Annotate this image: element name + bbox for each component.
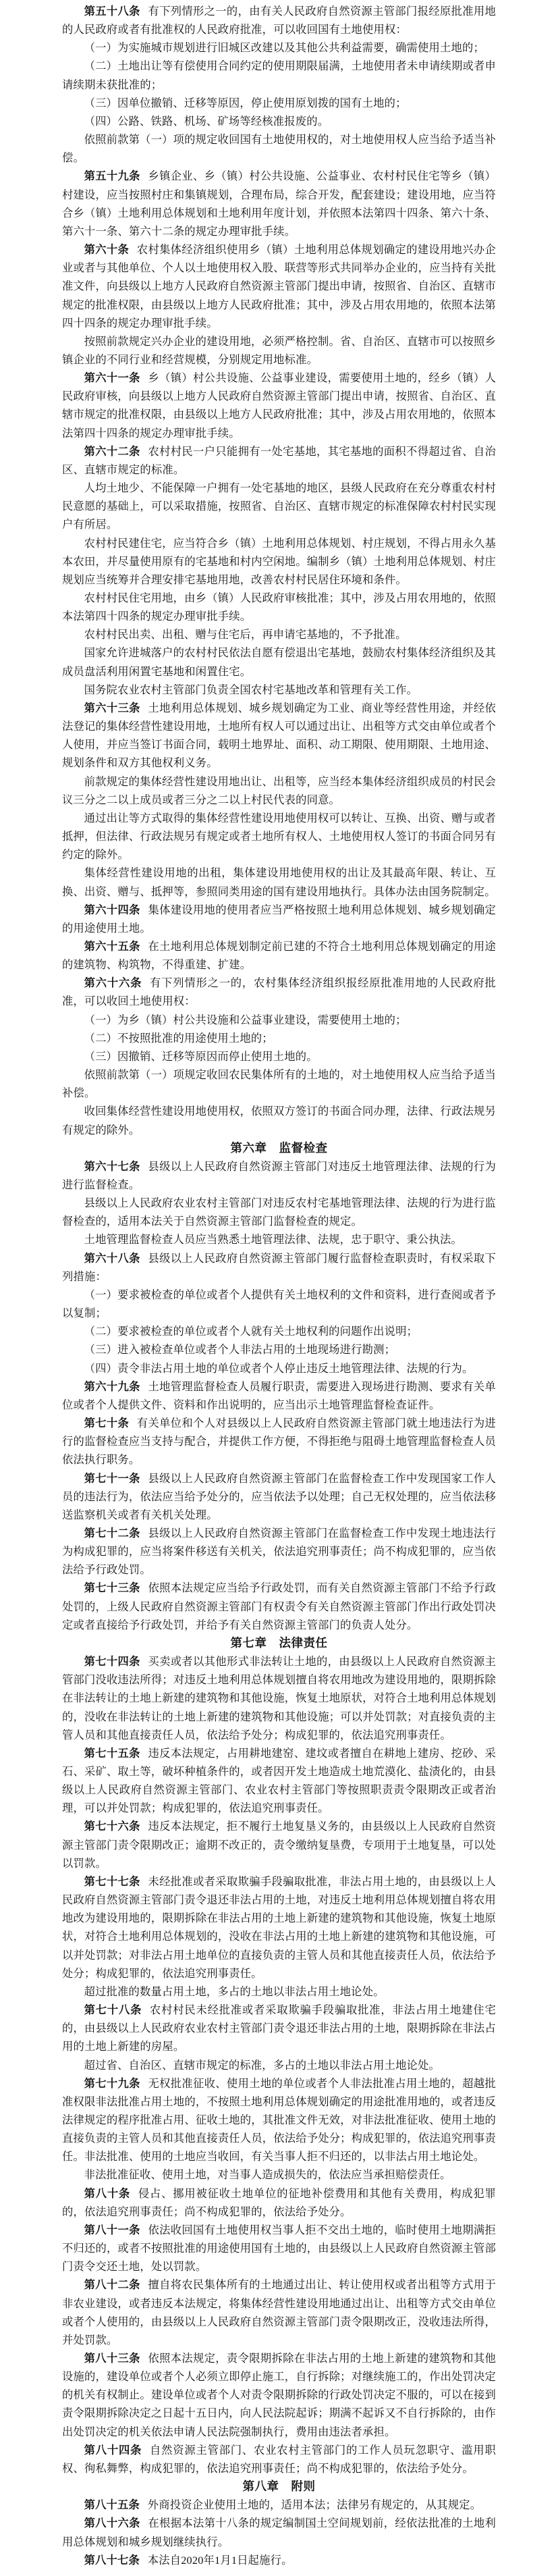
article-first-paragraph xyxy=(62,1744,496,1818)
article-first-paragraph xyxy=(62,2184,496,2221)
article-first-paragraph xyxy=(62,1469,496,1524)
article-first-paragraph xyxy=(62,442,496,479)
article-first-paragraph xyxy=(62,1579,496,1633)
article-number: 第六十三条 xyxy=(84,701,140,714)
article-number: 第八十三条 xyxy=(84,2352,140,2365)
article-text: 有下列情形之一的，农村集体经济组织报经原批准用地的人民政府批准，可以收回土地使用权： xyxy=(62,976,496,1008)
article-number: 第七十三条 xyxy=(84,1581,140,1595)
article-first-paragraph xyxy=(62,2441,496,2477)
article-first-paragraph xyxy=(62,1157,496,1194)
article-first-paragraph xyxy=(62,167,496,240)
paragraph: （三）因单位撤销、迁移等原因，停止使用原划拨的国有土地的； xyxy=(84,96,407,109)
article-text: 侵占、挪用被征收土地单位的征地补偿费用和其他有关费用，构成犯罪的，依法追究刑事责任；尚不构成犯罪的，依法给予处分。 xyxy=(62,2186,496,2218)
article-text: 外商投资企业使用土地的，适用本法；法律另有规定的，从其规定。 xyxy=(147,2498,482,2512)
article-number: 第八十二条 xyxy=(84,2278,140,2292)
article-text: 有下列情形之一的，由有关人民政府自然资源主管部门报经原批准用地的人民政府或者有批准权的人民政府批准，可以收回国有土地使用权： xyxy=(62,5,496,36)
article-number: 第五十九条 xyxy=(84,169,140,183)
paragraph: 集体经营性建设用地的出租，集体建设用地使用权的出让及其最高年限、转让、互换、出资、赠与、抵押等，参照同类用途的国有建设用地执行。具体办法由国务院制定。 xyxy=(62,866,496,898)
article-number: 第七十二条 xyxy=(84,1526,140,1540)
article-number: 第六十六条 xyxy=(84,976,142,990)
article-first-paragraph xyxy=(62,1817,496,1872)
article-first-paragraph xyxy=(62,2,496,38)
article-number: 第五十八条 xyxy=(84,5,140,18)
paragraph: 国务院农业农村主管部门负责全国农村宅基地改革和管理有关工作。 xyxy=(84,683,418,696)
paragraph: 农村村民建住宅，应当符合乡（镇）土地利用总体规划、村庄规划，不得占用永久基本农田，并尽量使用原有的宅基地和村内空闲地。编制乡（镇）土地利用总体规划、村庄规划应当统筹并合理安排宅基地用地，改善农村村民居住环境和条件。 xyxy=(62,536,496,586)
article-text: 乡镇企业、乡（镇）村公共设施、公益事业、农村村民住宅等乡（镇）村建设，应当按照村庄和集镇规划，合理布局，综合开发，配套建设；建设用地，应当符合乡（镇）土地利用总体规划和土地利用年度计划，并依照本法第四十四条、第六十条、第六十一条、第六十二条的规定办理审批手续。 xyxy=(62,169,496,238)
article-number: 第七十四条 xyxy=(84,1655,140,1668)
paragraph: 人均土地少、不能保障一户拥有一处宅基地的地区，县级人民政府在充分尊重农村村民意愿的基础上，可以采取措施，按照省、自治区、直辖市规定的标准保障农村村民实现户有所居。 xyxy=(62,481,496,531)
paragraph: 农村村民住宅用地，由乡（镇）人民政府审核批准；其中，涉及占用农用地的，依照本法第四十四条的规定办理审批手续。 xyxy=(62,592,496,623)
article-text: 集体建设用地的使用者应当严格按照土地利用总体规划、城乡规划确定的用途使用土地。 xyxy=(62,903,496,935)
article-number: 第六十二条 xyxy=(84,444,140,458)
article-first-paragraph xyxy=(62,369,496,442)
article-first-paragraph xyxy=(62,2276,496,2349)
article-first-paragraph xyxy=(62,1652,496,1744)
article-text: 未经批准或者采取欺骗手段骗取批准，非法占用土地的，由县级以上人民政府自然资源主管部门责令退还非法占用的土地，对违反土地利用总体规划擅自将农用地改为建设用地的，限期拆除在非法占用的土地上新建的建筑物和其他设施，恢复土地原状，对符合土地利用总体规划的，没收在非法占用的土地上新建的建筑物和其他设施，可以并处罚款；对非法占用土地单位的直接负责的主管人员和其他直接责任人员，依法给予处分；构成犯罪的，依法追究刑事责任。 xyxy=(62,1874,496,1980)
paragraph: 超过省、自治区、直辖市规定的标准，多占的土地以非法占用土地论处。 xyxy=(84,2058,440,2072)
article-text: 在土地利用总体规划制定前已建的不符合土地利用总体规划确定的用途的建筑物、构筑物，不得重建、扩建。 xyxy=(62,939,496,972)
paragraph: （四）公路、铁路、机场、矿场等经核准报废的。 xyxy=(84,114,329,128)
article-text: 依照本法规定，责令限期拆除在非法占用的土地上新建的建筑物和其他设施的，建设单位或者个人必须立即停止施工，自行拆除；对继续施工的，作出处罚决定的机关有权制止。建设单位或者个人对责令限期拆除的行政处罚决定不服的，可以在接到责令限期拆除决定之日起十五日内，向人民法院起诉；期满不起诉又不自行拆除的，由作出处罚决定的机关依法申请人民法院强制执行，费用由违法者承担。 xyxy=(62,2352,496,2438)
article-number: 第六十九条 xyxy=(84,1379,140,1393)
article-first-paragraph xyxy=(62,2221,496,2276)
article-first-paragraph xyxy=(62,937,496,974)
article-text: 有关单位和个人对县级以上人民政府自然资源主管部门就土地违法行为进行的监督检查应当支持与配合，并提供工作方便，不得拒绝与阻碍土地管理监督检查人员依法执行职务。 xyxy=(62,1417,496,1467)
paragraph: 依照前款第（一）项的规定收回国有土地使用权的，对土地使用权人应当给予适当补偿。 xyxy=(62,133,496,165)
paragraph: 收回集体经营性建设用地使用权，依照双方签订的书面合同办理，法律、行政法规另有规定的除外。 xyxy=(62,1105,496,1136)
article-text: 买卖或者以其他形式非法转让土地的，由县级以上人民政府自然资源主管部门没收违法所得；对违反土地利用总体规划擅自将农用地改为建设用地的，限期拆除在非法转让的土地上新建的建筑物和其他设施，恢复土地原状，对符合土地利用总体规划的，没收在非法转让的土地上新建的建筑物和其他设施；可以并处罚款；对直接负责的主管人员和其他直接责任人员，依法给予处分；构成犯罪的，依法追究刑事责任。 xyxy=(62,1655,496,1741)
article-number: 第七十五条 xyxy=(84,1746,140,1760)
article-number: 第七十七条 xyxy=(84,1874,140,1888)
article-number: 第七十一条 xyxy=(84,1471,140,1485)
article-number: 第八十七条 xyxy=(84,2553,140,2567)
article-text: 农村村民一户只能拥有一处宅基地，其宅基地的面积不得超过省、自治区、直辖市规定的标准。 xyxy=(62,444,496,476)
article-first-paragraph xyxy=(62,974,496,1010)
article-text: 违反本法规定，拒不履行土地复垦义务的，由县级以上人民政府自然资源主管部门责令限期改正；逾期不改正的，责令缴纳复垦费，专项用于土地复垦，可以处以罚款。 xyxy=(62,1820,496,1870)
article-text: 擅自将农民集体所有的土地通过出让、转让使用权或者出租等方式用于非农业建设，或者违反本法规定，将集体经营性建设用地通过出让、出租等方式交由单位或者个人使用的，由县级以上人民政府自然资源主管部门责令限期改正，没收违法所得，并处罚款。 xyxy=(62,2278,496,2346)
paragraph: 农村村民出卖、出租、赠与住宅后，再申请宅基地的，不予批准。 xyxy=(84,628,407,641)
article-number: 第七十八条 xyxy=(84,2003,142,2017)
paragraph: （四）责令非法占用土地的单位或者个人停止违反土地管理法律、法规的行为。 xyxy=(84,1361,474,1375)
paragraph: 前款规定的集体经营性建设用地出让、出租等，应当经本集体经济组织成员的村民会议三分之二以上成员或者三分之二以上村民代表的同意。 xyxy=(62,774,496,806)
article-number: 第六十条 xyxy=(84,243,130,257)
paragraph: 非法批准征收、使用土地，对当事人造成损失的，依法应当承担赔偿责任。 xyxy=(84,2168,451,2182)
article-text: 依法收回国有土地使用权当事人拒不交出土地的，临时使用土地期满拒不归还的，或者不按照批准的用途使用国有土地的，由县级以上人民政府自然资源主管部门责令交还土地，处以罚款。 xyxy=(62,2223,496,2273)
article-first-paragraph xyxy=(62,2349,496,2441)
article-number: 第八十一条 xyxy=(84,2223,140,2236)
article-number: 第六十四条 xyxy=(84,903,140,916)
paragraph: （三）进入被检查单位或者个人非法占用的土地现场进行勘测； xyxy=(84,1343,396,1357)
paragraph: （一）要求被检查的单位或者个人提供有关土地权利的文件和资料，进行查阅或者予以复制； xyxy=(62,1288,496,1320)
paragraph: 依照前款第（一）项规定收回农民集体所有的土地的，对土地使用权人应当给予适当补偿。 xyxy=(62,1068,496,1100)
article-number: 第八十四条 xyxy=(84,2443,142,2456)
article-number: 第六十五条 xyxy=(84,939,140,953)
article-first-paragraph xyxy=(62,1524,496,1579)
article-text: 县级以上人民政府自然资源主管部门在监督检查工作中发现土地违法行为构成犯罪的，应当将案件移送有关机关，依法追究刑事责任；尚不构成犯罪的，应当依法给予行政处罚。 xyxy=(62,1526,496,1577)
article-number: 第八十五条 xyxy=(84,2498,140,2512)
article-first-paragraph xyxy=(62,1872,496,1982)
article-text: 依照本法规定应当给予行政处罚，而有关自然资源主管部门不给予行政处罚的，上级人民政府自然资源主管部门有权责令有关自然资源主管部门作出行政处罚决定或者直接给予行政处罚，并给予有关自然资源主管部门的负责人处分。 xyxy=(62,1581,496,1631)
article-first-paragraph xyxy=(62,240,496,332)
article-first-paragraph xyxy=(62,901,496,937)
article-first-paragraph xyxy=(62,2496,496,2514)
article-first-paragraph xyxy=(62,2514,496,2550)
article-text: 乡（镇）村公共设施、公益事业建设，需要使用土地的，经乡（镇）人民政府审核，向县级以上地方人民政府自然资源主管部门提出申请，按照省、自治区、直辖市规定的批准权限，由县级以上地方人民政府批准；其中，涉及占用农用地的，依照本法第四十四条的规定办理审批手续。 xyxy=(62,371,496,440)
article-text: 县级以上人民政府自然资源主管部门在监督检查工作中发现国家工作人员的违法行为，依法应当给予处分的，应当依法予以处理；自己无权处理的，应当依法移送监察机关或者有关机关处理。 xyxy=(62,1471,496,1521)
paragraph: （一）为实施城市规划进行旧城区改建以及其他公共利益需要，确需使用土地的； xyxy=(84,41,484,55)
article-number: 第七十九条 xyxy=(84,2076,140,2090)
article-text: 违反本法规定，占用耕地建窑、建坟或者擅自在耕地上建房、挖砂、采石、采矿、取土等，破坏种植条件的，或者因开发土地造成土地荒漠化、盐渍化的，由县级以上人民政府自然资源主管部门、农业农村主管部门等按照职责责令限期改正或者治理，可以并处罚款；构成犯罪的，依法追究刑事责任。 xyxy=(62,1746,496,1815)
article-text: 在根据本法第十八条的规定编制国土空间规划前，经依法批准的土地利用总体规划和城乡规划继续执行。 xyxy=(62,2517,496,2548)
article-text: 土地利用总体规划、城乡规划确定为工业、商业等经营性用途，并经依法登记的集体经营性建设用地，土地所有权人可以通过出让、出租等方式交由单位或者个人使用，并应当签订书面合同，载明土地界址、面积、动工期限、使用期限、土地用途、规划条件和双方其他权利义务。 xyxy=(62,701,496,770)
article-text: 本法自2020年1月1日起施行。 xyxy=(147,2553,293,2567)
article-number: 第七十条 xyxy=(84,1417,130,1430)
article-number: 第六十八条 xyxy=(84,1251,140,1265)
paragraph: 国家允许进城落户的农村村民依法自愿有偿退出宅基地，鼓励农村集体经济组织及其成员盘活利用闲置宅基地和闲置住宅。 xyxy=(62,646,496,678)
article-text: 县级以上人民政府自然资源主管部门履行监督检查职责时，有权采取下列措施： xyxy=(62,1251,496,1283)
article-text: 农村村民未经批准或者采取欺骗手段骗取批准，非法占用土地建住宅的，由县级以上人民政府农业农村主管部门责令退还非法占用的土地，限期拆除在非法占用的土地上新建的房屋。 xyxy=(62,2003,496,2053)
paragraph: （一）为乡（镇）村公共设施和公益事业建设，需要使用土地的； xyxy=(84,1013,407,1026)
article-text: 农村集体经济组织使用乡（镇）土地利用总体规划确定的建设用地兴办企业或者与其他单位、个人以土地使用权入股、联营等形式共同举办企业的，应当持有关批准文件，向县级以上地方人民政府自然资源主管部门提出申请，按照省、自治区、直辖市规定的批准权限，由县级以上地方人民政府批准；其中，涉及占用农用地的，依照本法第四十四条的规定办理审批手续。 xyxy=(62,243,496,330)
article-first-paragraph xyxy=(62,699,496,772)
article-first-paragraph xyxy=(62,2551,496,2569)
chapter-heading: 第六章 监督检查 xyxy=(230,1140,328,1155)
paragraph: 通过出让等方式取得的集体经营性建设用地使用权可以转让、互换、出资、赠与或者抵押，但法律、行政法规另有规定或者土地所有权人、土地使用权人签订的书面合同另有约定的除外。 xyxy=(62,811,496,862)
paragraph: 按照前款规定兴办企业的建设用地，必须严格控制。省、自治区、直辖市可以按照乡镇企业的不同行业和经营规模，分别规定用地标准。 xyxy=(62,334,496,366)
paragraph: （二）不按照批准的用途使用土地的； xyxy=(84,1031,273,1045)
article-text: 自然资源主管部门、农业农村主管部门的工作人员玩忽职守、滥用职权、徇私舞弊，构成犯罪的，依法追究刑事责任；尚不构成犯罪的，依法给予处分。 xyxy=(62,2443,496,2475)
paragraph: 土地管理监督检查人员应当熟悉土地管理法律、法规，忠于职守、秉公执法。 xyxy=(84,1233,462,1246)
article-text: 县级以上人民政府自然资源主管部门对违反土地管理法律、法规的行为进行监督检查。 xyxy=(62,1159,496,1191)
article-number: 第六十七条 xyxy=(84,1159,140,1173)
article-number: 第七十六条 xyxy=(84,1820,140,1833)
paragraph: （二）土地出让等有偿使用合同约定的使用期限届满，土地使用者未申请续期或者申请续期未获批准的； xyxy=(62,59,496,91)
article-number: 第八十条 xyxy=(84,2186,131,2200)
paragraph: （三）因撤销、迁移等原因而停止使用土地的。 xyxy=(84,1049,318,1063)
article-text: 土地管理监督检查人员履行职责，需要进入现场进行勘测、要求有关单位或者个人提供文件、资料和作出说明的，应当出示土地管理监督检查证件。 xyxy=(62,1379,496,1411)
article-first-paragraph xyxy=(62,1249,496,1286)
article-text: 无权批准征收、使用土地的单位或者个人非法批准占用土地的，超越批准权限非法批准占用土地的，不按照土地利用总体规划确定的用途批准用地的，或者违反法律规定的程序批准占用、征收土地的，其批准文件无效，对非法批准征收、使用土地的直接负责的主管人员和其他直接责任人员，依法给予处分；构成犯罪的，依法追究刑事责任。非法批准、使用的土地应当收回，有关当事人拒不归还的，以非法占用土地论处。 xyxy=(62,2076,496,2163)
article-first-paragraph xyxy=(62,1377,496,1414)
article-first-paragraph xyxy=(62,2001,496,2055)
paragraph: 县级以上人民政府农业农村主管部门对违反农村宅基地管理法律、法规的行为进行监督检查的，适用本法关于自然资源主管部门监督检查的规定。 xyxy=(62,1197,496,1228)
chapter-heading: 第八章 附则 xyxy=(242,2479,316,2494)
paragraph: 超过批准的数量占用土地，多占的土地以非法占用土地论处。 xyxy=(84,1984,385,1998)
paragraph: （二）要求被检查的单位或者个人就有关土地权利的问题作出说明； xyxy=(84,1325,418,1338)
chapter-heading: 第七章 法律责任 xyxy=(230,1635,328,1650)
article-first-paragraph xyxy=(62,2074,496,2166)
article-number: 第八十六条 xyxy=(84,2517,140,2530)
article-first-paragraph xyxy=(62,1414,496,1469)
article-number: 第六十一条 xyxy=(84,371,140,385)
